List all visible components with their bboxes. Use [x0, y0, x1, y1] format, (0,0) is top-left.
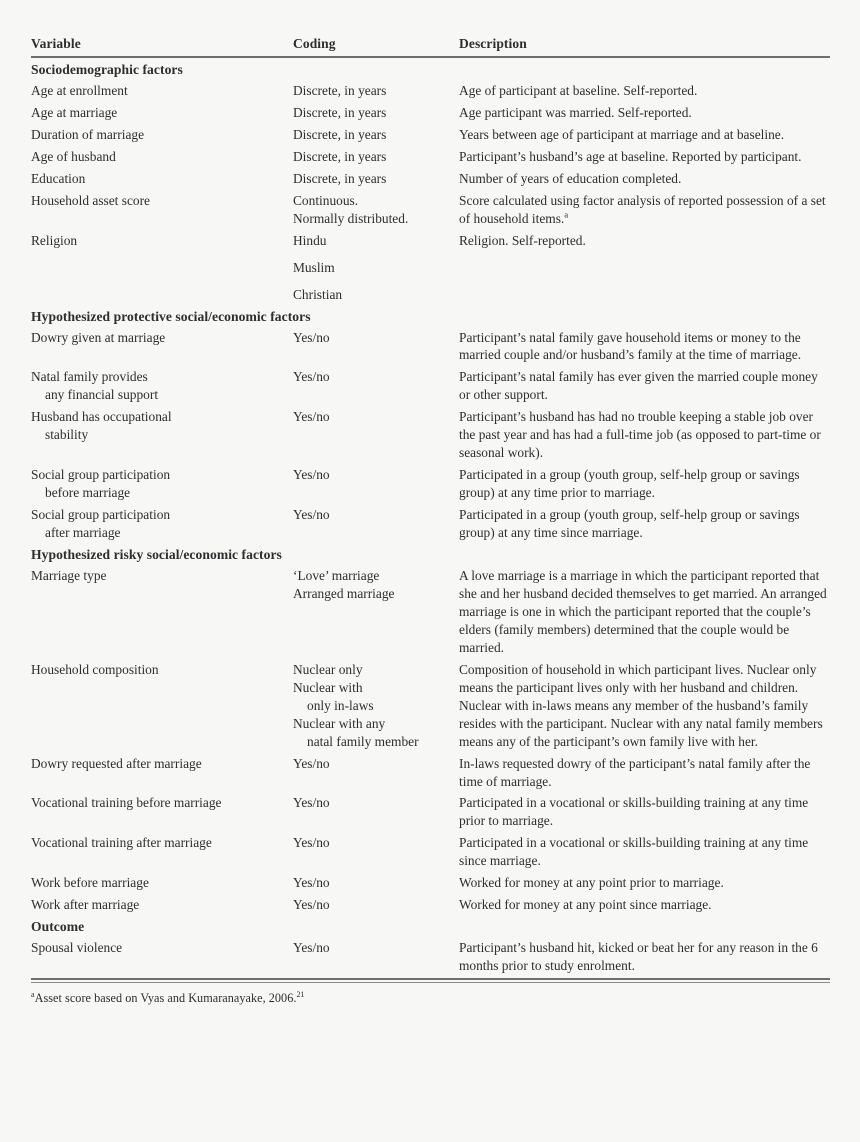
coding-option: Yes/no: [293, 940, 330, 956]
column-header-variable: Variable: [31, 36, 293, 57]
table-footnote: [31, 991, 830, 1006]
rule-thick: [31, 978, 830, 980]
variable-description: [459, 504, 830, 544]
variable-label: Education: [31, 170, 86, 186]
coding-value: [293, 565, 459, 659]
variable-description: [459, 872, 830, 894]
variable-name: [31, 366, 293, 406]
table-body: [31, 57, 830, 978]
variable-description: [459, 327, 830, 367]
variable-description: [459, 80, 830, 102]
table-row: [31, 327, 830, 367]
description-text: Participated in a group (youth group, self-help group or savings group) at any time prior to marriage.: [459, 467, 800, 501]
variable-description: [459, 753, 830, 793]
coding-option: ‘Love’ marriage: [293, 568, 380, 584]
variable-description: [459, 146, 830, 168]
footnote-text: Asset score based on Vyas and Kumaranayake, 2006.: [34, 991, 297, 1006]
variable-name: [31, 406, 293, 464]
variable-name: [31, 832, 293, 872]
rule-thin: [31, 982, 830, 983]
variable-label: Husband has occupational: [31, 409, 172, 425]
coding-option: Yes/no: [293, 467, 330, 483]
variable-name: [31, 464, 293, 504]
variable-definitions-table: [31, 36, 830, 1006]
variable-label: Religion: [31, 232, 78, 248]
coding-value: [293, 190, 459, 230]
description-footnote-marker: a: [564, 209, 569, 220]
variable-description: [459, 406, 830, 464]
variable-name: [31, 659, 293, 753]
variable-description: [459, 894, 830, 916]
table-row: [31, 504, 830, 544]
section-header-row: [31, 544, 830, 565]
column-header-coding: Coding: [293, 36, 459, 57]
section-title: Outcome: [31, 919, 85, 935]
coding-option: Nuclear only: [293, 661, 363, 677]
column-header-description: Description: [459, 36, 830, 57]
variable-label-continuation: after marriage: [45, 525, 121, 541]
section-header-row: [31, 306, 830, 327]
variable-name: [31, 872, 293, 894]
table-header: [31, 36, 830, 57]
variable-name: [31, 565, 293, 659]
variable-description: [459, 102, 830, 124]
table-row: [31, 832, 830, 872]
table-bottom-rules: [31, 978, 830, 983]
variable-label: Vocational training after marriage: [31, 835, 212, 851]
variable-description: [459, 792, 830, 832]
table-row: [31, 565, 830, 659]
coding-option: only in-laws: [307, 697, 374, 713]
coding-option: Discrete, in years: [293, 104, 387, 120]
coding-value: [293, 937, 459, 978]
variable-label: Dowry given at marriage: [31, 329, 166, 345]
variable-name: [31, 80, 293, 102]
table-row: [31, 872, 830, 894]
variable-name: [31, 792, 293, 832]
description-text: Participant’s natal family has ever given the married couple money or other support.: [459, 369, 818, 403]
table-row: [31, 366, 830, 406]
section-title: Sociodemographic factors: [31, 62, 183, 77]
variable-description: [459, 230, 830, 306]
variable-label: Age at enrollment: [31, 83, 128, 98]
coding-option: Hindu: [293, 232, 327, 248]
description-text: Worked for money at any point since marriage.: [459, 897, 712, 913]
section-header-row: [31, 57, 830, 80]
coding-value: [293, 230, 459, 306]
description-text: Score calculated using factor analysis of reported possession of a set of household items.: [459, 192, 826, 226]
coding-option: Yes/no: [293, 329, 330, 345]
coding-value: [293, 504, 459, 544]
variable-label: Household asset score: [31, 192, 150, 208]
variable-label: Dowry requested after marriage: [31, 755, 202, 771]
variable-name: [31, 327, 293, 367]
variable-description: [459, 659, 830, 753]
variable-name: [31, 146, 293, 168]
table-row: [31, 792, 830, 832]
coding-value: [293, 872, 459, 894]
description-text: Participant’s natal family gave household items or money to the married couple and/or husband’s family at the time of marriage.: [459, 329, 802, 363]
variable-name: [31, 504, 293, 544]
description-text: Years between age of participant at marriage and at baseline.: [459, 126, 785, 142]
variable-label: Household composition: [31, 661, 159, 677]
footnote-marker: a: [31, 990, 35, 1000]
coding-option: Normally distributed.: [293, 210, 409, 226]
variable-description: [459, 168, 830, 190]
table-row: [31, 406, 830, 464]
coding-value: [293, 792, 459, 832]
description-text: Participated in a vocational or skills-building training at any time prior to marriage.: [459, 795, 809, 829]
coding-option: Discrete, in years: [293, 148, 387, 164]
coding-value: [293, 124, 459, 146]
variable-label: Work after marriage: [31, 897, 140, 913]
variable-description: [459, 124, 830, 146]
description-text: In-laws requested dowry of the participant’s natal family after the time of marriage.: [459, 755, 811, 789]
coding-option: Yes/no: [293, 835, 330, 851]
table-row: [31, 464, 830, 504]
variable-label: Natal family provides: [31, 369, 148, 385]
footnote-reference: 21: [296, 990, 305, 1000]
description-text: Participant’s husband has had no trouble keeping a stable job over the past year and has had a full-time job (as opposed to part-time or seasonal work).: [459, 409, 821, 461]
section-title: Hypothesized risky social/economic factors: [31, 547, 282, 563]
variable-description: [459, 832, 830, 872]
variable-label: Work before marriage: [31, 875, 149, 891]
coding-option: Yes/no: [293, 897, 330, 913]
coding-option: Yes/no: [293, 507, 330, 523]
description-text: A love marriage is a marriage in which the participant reported that she and her husband decided themselves to get married. An arranged marriage is one in which the participant reported that the couple’s elders (family members) determined that the couple would be married.: [459, 568, 827, 655]
variable-label: Vocational training before marriage: [31, 795, 222, 811]
coding-option: Discrete, in years: [293, 126, 387, 142]
description-text: Age of participant at baseline. Self-reported.: [459, 83, 698, 98]
variable-description: [459, 565, 830, 659]
section-header-row: [31, 916, 830, 937]
coding-value: [293, 753, 459, 793]
description-text: Religion. Self-reported.: [459, 232, 586, 248]
coding-option: Yes/no: [293, 409, 330, 425]
table-row: [31, 80, 830, 102]
table-row: [31, 124, 830, 146]
table-row: [31, 753, 830, 793]
coding-option: Muslim: [293, 259, 335, 275]
table-row: [31, 659, 830, 753]
table-row: [31, 894, 830, 916]
coding-option: Nuclear with: [293, 679, 363, 695]
description-text: Worked for money at any point prior to marriage.: [459, 875, 724, 891]
variable-name: [31, 937, 293, 978]
coding-option: Yes/no: [293, 875, 330, 891]
coding-value: [293, 168, 459, 190]
variable-name: [31, 190, 293, 230]
variable-name: [31, 230, 293, 306]
variable-description: [459, 937, 830, 978]
variable-label: Duration of marriage: [31, 126, 145, 142]
coding-option: Yes/no: [293, 755, 330, 771]
coding-option: natal family member: [307, 733, 419, 749]
variable-label-continuation: any financial support: [45, 387, 159, 403]
description-text: Composition of household in which participant lives. Nuclear only means the participant lives only with her husband and children. Nuclear with in-laws means any member of the husband’s family resides with the participant. Nuclear with any natal family members means any of the participant’s own family live with her.: [459, 661, 823, 749]
table-row: [31, 937, 830, 978]
coding-value: [293, 366, 459, 406]
coding-option: Yes/no: [293, 795, 330, 811]
variable-description: [459, 366, 830, 406]
coding-value: [293, 464, 459, 504]
variable-description: [459, 190, 830, 230]
variable-name: [31, 168, 293, 190]
description-text: Age participant was married. Self-reported.: [459, 104, 692, 120]
coding-option: Nuclear with any: [293, 715, 386, 731]
coding-value: [293, 406, 459, 464]
variable-name: [31, 124, 293, 146]
variable-label: Spousal violence: [31, 940, 123, 956]
variable-label: Age of husband: [31, 148, 116, 164]
variable-name: [31, 753, 293, 793]
coding-option: Christian: [293, 286, 343, 302]
coding-value: [293, 832, 459, 872]
coding-value: [293, 102, 459, 124]
description-text: Participated in a vocational or skills-building training at any time since marriage.: [459, 835, 809, 869]
table-row: [31, 102, 830, 124]
variable-label-continuation: before marriage: [45, 485, 131, 501]
coding-option: Yes/no: [293, 369, 330, 385]
description-text: Participant’s husband hit, kicked or beat her for any reason in the 6 months prior to study enrolment.: [459, 940, 818, 974]
variable-name: [31, 894, 293, 916]
table-row: [31, 230, 830, 306]
coding-value: [293, 327, 459, 367]
coding-value: [293, 80, 459, 102]
coding-value: [293, 146, 459, 168]
table-row: [31, 146, 830, 168]
description-text: Participated in a group (youth group, self-help group or savings group) at any time since marriage.: [459, 507, 800, 541]
variable-label: Age at marriage: [31, 104, 118, 120]
variable-name: [31, 102, 293, 124]
variable-label: Social group participation: [31, 507, 171, 523]
table: [31, 36, 830, 978]
table-row: [31, 168, 830, 190]
coding-option: Continuous.: [293, 192, 359, 208]
coding-option: Arranged marriage: [293, 585, 395, 601]
section-title: Hypothesized protective social/economic factors: [31, 308, 311, 324]
variable-label: Social group participation: [31, 467, 171, 483]
coding-value: [293, 894, 459, 916]
description-text: Number of years of education completed.: [459, 170, 682, 186]
description-text: Participant’s husband’s age at baseline. Reported by participant.: [459, 148, 802, 164]
coding-option: Discrete, in years: [293, 170, 387, 186]
variable-description: [459, 464, 830, 504]
coding-option: Discrete, in years: [293, 83, 387, 98]
variable-label-continuation: stability: [45, 427, 89, 443]
table-row: [31, 190, 830, 230]
variable-label: Marriage type: [31, 568, 107, 584]
coding-value: [293, 659, 459, 753]
